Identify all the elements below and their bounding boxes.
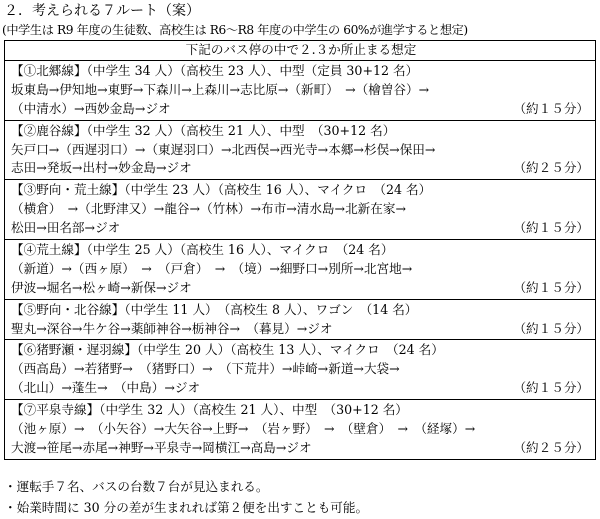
- route-header: 【⑦平泉寺線】（中学生 32 人）（高校生 21 人）、中型 （30+12 名）: [11, 402, 408, 418]
- route-stops-line: [11, 279, 591, 298]
- route-header: 【④荒土線】（中学生 25 人）（高校生 16 人）、マイクロ （24 名）: [11, 242, 394, 258]
- route-cell: [5, 180, 596, 240]
- route-stops: 志田→発坂→出村→妙金島→ジオ: [11, 160, 192, 176]
- route-stops-line: [11, 141, 591, 160]
- table-caption-row: [5, 41, 596, 61]
- route-stops: （横倉） →（北野津又）→龍谷→（竹林）→布市→清水島→北新在家→: [11, 201, 407, 217]
- route-header: 【①北郷線】（中学生 34 人）（高校生 23 人）、中型（定員 30+12 名）: [11, 63, 419, 78]
- route-stops-line: [11, 320, 591, 339]
- route-stops-line: [11, 439, 591, 458]
- route-row: [5, 299, 596, 340]
- route-stops: 坂東島→伊知地→東野→下森川→上森川→志比原→（新町） →（檜曽谷）→: [11, 81, 430, 97]
- route-header: 【⑤野向・北谷線】（中学生 11 人） （高校生 8 人）、ワゴン （14 名）: [11, 301, 418, 317]
- route-stops-line: [11, 379, 591, 398]
- route-row: [5, 180, 596, 240]
- route-cell: [5, 120, 596, 180]
- route-header: 【⑥猪野瀬・遅羽線】（中学生 20 人）（高校生 13 人）、マイクロ （24 名）: [11, 342, 444, 358]
- route-header: 【③野向・荒土線】（中学生 23 人）（高校生 16 人）、マイクロ （24 名）: [11, 182, 432, 198]
- route-cell: [5, 61, 596, 121]
- route-stops: 矢戸口→（西遅羽口）→（東遅羽口）→北西俣→西光寺→本郷→杉俣→保田→: [11, 141, 436, 157]
- route-stops-line: [11, 219, 591, 238]
- route-stops-line: [11, 159, 591, 178]
- route-stops: 松田→田名部→ジオ: [11, 220, 121, 236]
- route-travel-time: （約１５分）: [513, 220, 589, 236]
- route-travel-time: （約１５分）: [513, 320, 589, 336]
- route-stops: （池ヶ原）→ （小矢谷）→大矢谷→上野→ （岩ヶ野） → （壁倉） → （経塚）→: [11, 421, 476, 437]
- routes-table: [4, 40, 596, 460]
- note-item: ・始業時間に 30 分の差が生まれれば第２便を出すことも可能。: [4, 500, 369, 515]
- route-stops-line: [11, 200, 591, 219]
- route-stops: （中清水）→西妙金島→ジオ: [11, 100, 171, 116]
- note-item: ・運転手７名、バスの台数７台が見込まれる。: [4, 479, 269, 494]
- route-stops-line: [11, 420, 591, 439]
- route-cell: [5, 299, 596, 340]
- route-row: [5, 400, 596, 460]
- route-stops-line: [11, 260, 591, 279]
- route-row: [5, 120, 596, 180]
- route-travel-time: （約２５分）: [513, 439, 589, 455]
- route-travel-time: （約２５分）: [513, 160, 589, 176]
- route-cell: [5, 340, 596, 400]
- section-title: ２．考えられる７ルート（案）: [4, 3, 200, 19]
- assumption-note: (中学生は R9 年度の生徒数、高校生は R6～R8 年度の中学生の 60%が進学すると想定): [2, 23, 468, 37]
- route-stops-line: [11, 81, 591, 100]
- route-cell: [5, 400, 596, 460]
- route-header: 【②鹿谷線】（中学生 32 人）（高校生 21 人）、中型 （30+12 名）: [11, 122, 396, 138]
- route-stops: 大渡→笹尾→赤尾→神野→平泉寺→岡横江→高島→ジオ: [11, 439, 312, 455]
- route-stops: （北山）→蓬生→ （中島）→ジオ: [11, 380, 201, 396]
- route-travel-time: （約１５分）: [513, 380, 589, 396]
- routes-table-body: [5, 41, 596, 460]
- route-cell: [5, 240, 596, 300]
- route-travel-time: （約１５分）: [513, 100, 589, 116]
- route-row: [5, 61, 596, 121]
- route-stops: 聖丸→深谷→牛ケ谷→薬師神谷→栃神谷→ （暮見）→ジオ: [11, 320, 333, 336]
- route-travel-time: （約１５分）: [513, 279, 589, 295]
- route-row: [5, 340, 596, 400]
- route-row: [5, 240, 596, 300]
- route-stops-line: [11, 100, 591, 119]
- notes-list: [4, 476, 368, 518]
- route-stops: （新道）→（西ヶ原） → （戸倉） → （境）→細野口→別所→北宮地→: [11, 260, 413, 276]
- route-stops: （西高島）→若猪野→ （猪野口）→ （下荒井）→峠崎→新道→大袋→: [11, 361, 400, 377]
- route-stops-line: [11, 360, 591, 379]
- table-caption: 下記のバス停の中で２.３か所止まる想定: [5, 41, 596, 61]
- route-stops: 伊波→堀名→松ヶ崎→新保→ジオ: [11, 279, 192, 295]
